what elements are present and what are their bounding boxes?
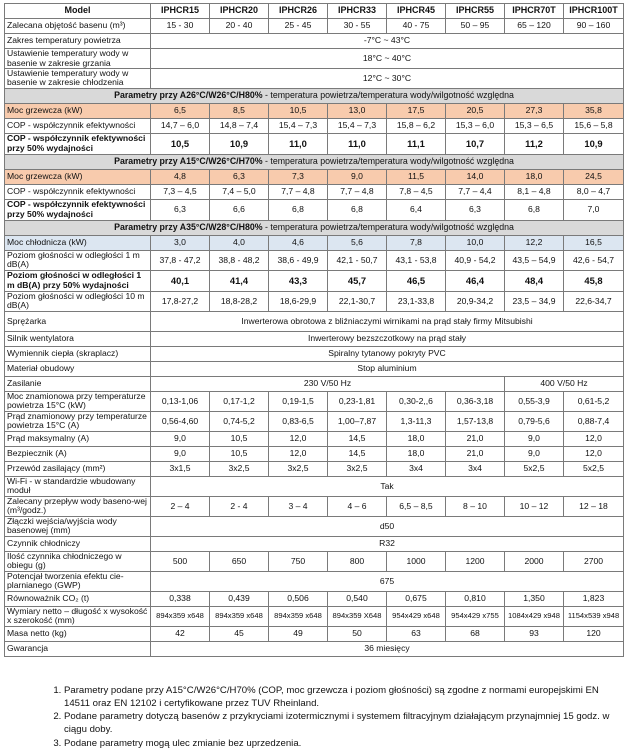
value-cell: 9,0 [328,169,387,184]
row-label: Moc chłodnicza (kW) [5,235,151,250]
merged-value-cell: Inwerterowy bezszczotkowy na prąd stały [151,331,624,346]
value-cell: 6,5 [151,103,210,118]
value-cell: 6,3 [151,199,210,220]
header-cell: IPHCR33 [328,4,387,19]
value-cell: 93 [505,626,564,641]
value-cell: 2000 [505,551,564,571]
value-cell: 40,9 - 54,2 [446,250,505,270]
row-label: Prąd znamionowy przy temperaturze powietrza 15°C (A) [5,411,151,431]
value-cell: 750 [269,551,328,571]
value-cell: 25 - 45 [269,19,328,34]
value-cell: 12,0 [564,431,624,446]
spec-row [5,169,624,184]
section-title: Parametry przy A35°C/W28°C/H80% [114,222,263,233]
header-cell: IPHCR55 [446,4,505,19]
spec-row [5,291,624,311]
value-cell: 1,823 [564,591,624,606]
value-cell: 11,5 [387,169,446,184]
value-cell: 18,0 [387,431,446,446]
value-cell: 0,36-3,18 [446,391,505,411]
value-cell: 6,3 [210,169,269,184]
value-cell: 5,6 [328,235,387,250]
value-cell: 0,540 [328,591,387,606]
value-cell: 15,4 – 7,3 [269,118,328,133]
value-cell: 120 [564,626,624,641]
value-cell: 17,8-27,2 [151,291,210,311]
spec-table-body [5,19,624,657]
value-cell: 16,5 [564,235,624,250]
header-cell: IPHCR26 [269,4,328,19]
value-cell: 0,83-6,5 [269,411,328,431]
value-cell: 8,1 – 4,8 [505,184,564,199]
header-cell: IPHCR70T [505,4,564,19]
value-cell: 42,1 - 50,7 [328,250,387,270]
merged-value-cell: R32 [151,536,624,551]
merged-value-cell: Tak [151,476,624,496]
row-label: Przewód zasilający (mm²) [5,461,151,476]
value-cell: 9,0 [505,446,564,461]
spec-row [5,476,624,496]
value-cell: 1,350 [505,591,564,606]
value-cell: 3,0 [151,235,210,250]
value-cell: 38,6 - 49,9 [269,250,328,270]
spec-row [5,446,624,461]
value-cell: 0,19-1,5 [269,391,328,411]
footnote-item: 1. Parametry podane przy A15°C/W26°C/H70% (COP, moc grzewcza i poziom głośności) są zgodne z normami europejskimi EN 14511 oraz EN 12102 i certyfikowane przez TUV Rheinland. [64,685,623,710]
value-cell: 954x429 x648 [387,606,446,626]
value-cell: 3x4 [446,461,505,476]
value-cell: 42 [151,626,210,641]
row-label: Ustawienie temperatury wody w basenie w zakresie grzania [5,49,151,69]
value-cell: 0,23-1,81 [328,391,387,411]
section-description: - temperatura powietrza/temperatura wody/wilgotność względna [262,156,514,167]
footnote-item: 2. Podane parametry dotyczą basenów z przykryciami izotermicznymi i systemem filtracyjnym działającym przynajmniej 15 godz. w ciągu doby. [64,711,623,736]
value-cell: 1000 [387,551,446,571]
value-cell: 22,1-30,7 [328,291,387,311]
value-cell: 50 – 95 [446,19,505,34]
row-label: Moc grzewcza (kW) [5,169,151,184]
row-label: Poziom głośności w odległości 10 m dB(A) [5,291,151,311]
value-cell: 7,8 [387,235,446,250]
value-cell: 43,5 – 54,9 [505,250,564,270]
spec-row [5,606,624,626]
merged-value-cell: 12°C ~ 30°C [151,69,624,89]
value-cell: 0,55-3,9 [505,391,564,411]
value-cell: 14,8 – 7,4 [210,118,269,133]
value-cell: 5x2,5 [505,461,564,476]
header-row [5,4,624,19]
value-cell: 3x1,5 [151,461,210,476]
value-cell: 14,0 [446,169,505,184]
merged-value-cell: -7°C ~ 43°C [151,34,624,49]
row-label: Silnik wentylatora [5,331,151,346]
spec-row [5,184,624,199]
value-cell: 15,3 – 6,5 [505,118,564,133]
header-cell: IPHCR15 [151,4,210,19]
value-cell: 15,8 – 6,2 [387,118,446,133]
row-label: Wi-Fi - w standardzie wbudowany moduł [5,476,151,496]
section-header [5,154,624,169]
value-cell: 3x4 [387,461,446,476]
value-cell: 13,0 [328,103,387,118]
row-label: COP - współczynnik efektywności przy 50% wydajności [5,199,151,220]
value-cell: 7,4 – 5,0 [210,184,269,199]
value-cell: 7,7 – 4,8 [269,184,328,199]
spec-row [5,626,624,641]
value-cell: 5x2,5 [564,461,624,476]
value-cell: 1,3-11,3 [387,411,446,431]
value-cell: 15,6 – 5,8 [564,118,624,133]
spec-document [4,3,623,749]
spec-row [5,270,624,291]
value-cell: 8,0 – 4,7 [564,184,624,199]
row-label: COP - współczynnik efektywności [5,118,151,133]
spec-table [4,3,624,657]
value-cell: 38,8 - 48,2 [210,250,269,270]
power-supply-230v: 230 V/50 Hz [151,376,505,391]
row-label: Ustawienie temperatury wody w basenie w zakresie chłodzenia [5,69,151,89]
value-cell: 21,0 [446,431,505,446]
value-cell: 8,5 [210,103,269,118]
merged-value-cell: Stop aluminium [151,361,624,376]
value-cell: 3x2,5 [210,461,269,476]
spec-row [5,331,624,346]
value-cell: 6,5 – 8,5 [387,496,446,516]
row-label: Masa netto (kg) [5,626,151,641]
spec-row [5,376,624,391]
value-cell: 14,7 – 6,0 [151,118,210,133]
value-cell: 22,6-34,7 [564,291,624,311]
spec-row [5,250,624,270]
spec-row [5,411,624,431]
section-header-row [5,154,624,169]
value-cell: 0,88-7,4 [564,411,624,431]
value-cell: 0,810 [446,591,505,606]
spec-row [5,571,624,591]
value-cell: 45,8 [564,270,624,291]
value-cell: 0,79-5,6 [505,411,564,431]
row-label: COP - współczynnik efektywności [5,184,151,199]
value-cell: 0,338 [151,591,210,606]
spec-row [5,536,624,551]
row-label: Równoważnik CO₂ (t) [5,591,151,606]
value-cell: 12,2 [505,235,564,250]
value-cell: 45,7 [328,270,387,291]
value-cell: 23,5 – 34,9 [505,291,564,311]
value-cell: 6,3 [446,199,505,220]
section-header [5,88,624,103]
value-cell: 10,9 [564,133,624,154]
value-cell: 1,57-13,8 [446,411,505,431]
spec-row [5,34,624,49]
value-cell: 0,675 [387,591,446,606]
value-cell: 0,56-4,60 [151,411,210,431]
value-cell: 7,3 – 4,5 [151,184,210,199]
value-cell: 7,3 [269,169,328,184]
header-cell: IPHCR20 [210,4,269,19]
value-cell: 2700 [564,551,624,571]
row-label: Złączki wejścia/wyjścia wody basenowej (mm) [5,516,151,536]
value-cell: 14,5 [328,431,387,446]
spec-row [5,496,624,516]
row-label: Prąd maksymalny (A) [5,431,151,446]
value-cell: 12,0 [269,431,328,446]
spec-row [5,591,624,606]
value-cell: 6,8 [269,199,328,220]
section-header-row [5,88,624,103]
row-label: Czynnik chłodniczy [5,536,151,551]
footnotes [4,685,623,751]
value-cell: 4,6 [269,235,328,250]
row-label: Zalecana objętość basenu (m³) [5,19,151,34]
merged-value-cell: 36 miesięcy [151,641,624,656]
value-cell: 35,8 [564,103,624,118]
value-cell: 40,1 [151,270,210,291]
section-header-row [5,220,624,235]
value-cell: 15,4 – 7,3 [328,118,387,133]
section-header [5,220,624,235]
value-cell: 11,0 [269,133,328,154]
spec-row [5,346,624,361]
value-cell: 43,1 - 53,8 [387,250,446,270]
spec-row [5,311,624,331]
value-cell: 48,4 [505,270,564,291]
value-cell: 49 [269,626,328,641]
value-cell: 894x359 x648 [151,606,210,626]
spec-row [5,361,624,376]
value-cell: 9,0 [151,446,210,461]
value-cell: 10,5 [269,103,328,118]
value-cell: 7,0 [564,199,624,220]
value-cell: 46,4 [446,270,505,291]
spec-row [5,551,624,571]
value-cell: 41,4 [210,270,269,291]
value-cell: 6,8 [505,199,564,220]
value-cell: 10,5 [210,431,269,446]
value-cell: 65 – 120 [505,19,564,34]
value-cell: 43,3 [269,270,328,291]
value-cell: 10,0 [446,235,505,250]
value-cell: 6,6 [210,199,269,220]
value-cell: 894x359 x648 [269,606,328,626]
value-cell: 3x2,5 [328,461,387,476]
value-cell: 18,0 [505,169,564,184]
value-cell: 0,30-2,,6 [387,391,446,411]
spec-row [5,133,624,154]
row-label: Ilość czynnika chłodniczego w obiegu (g) [5,551,151,571]
spec-row [5,69,624,89]
value-cell: 42,6 - 54,7 [564,250,624,270]
value-cell: 27,3 [505,103,564,118]
value-cell: 0,61-5,2 [564,391,624,411]
row-label: Materiał obudowy [5,361,151,376]
value-cell: 20 - 40 [210,19,269,34]
spec-row [5,199,624,220]
row-label: Moc grzewcza (kW) [5,103,151,118]
value-cell: 7,8 – 4,5 [387,184,446,199]
value-cell: 23,1-33,8 [387,291,446,311]
value-cell: 0,439 [210,591,269,606]
value-cell: 10,7 [446,133,505,154]
section-description: - temperatura powietrza/temperatura wody/wilgotność względna [262,90,514,101]
value-cell: 3 – 4 [269,496,328,516]
value-cell: 3x2,5 [269,461,328,476]
row-label: Gwarancja [5,641,151,656]
spec-row [5,49,624,69]
value-cell: 7,7 – 4,4 [446,184,505,199]
value-cell: 4,0 [210,235,269,250]
value-cell: 7,7 – 4,8 [328,184,387,199]
section-description: - temperatura powietrza/temperatura wody/wilgotność względna [262,222,514,233]
spec-row [5,19,624,34]
row-label: Zakres temperatury powietrza [5,34,151,49]
value-cell: 14,5 [328,446,387,461]
spec-row [5,391,624,411]
value-cell: 0,74-5,2 [210,411,269,431]
value-cell: 17,5 [387,103,446,118]
value-cell: 10 – 12 [505,496,564,516]
power-supply-400v: 400 V/50 Hz [505,376,624,391]
value-cell: 20,9-34,2 [446,291,505,311]
value-cell: 46,5 [387,270,446,291]
value-cell: 8 – 10 [446,496,505,516]
merged-value-cell: 18°C ~ 40°C [151,49,624,69]
spec-row [5,516,624,536]
value-cell: 10,5 [151,133,210,154]
row-label: Bezpiecznik (A) [5,446,151,461]
section-title: Parametry przy A15°C/W26°C/H70% [114,156,263,167]
value-cell: 2 – 4 [151,496,210,516]
section-title: Parametry przy A26°C/W26°C/H80% [114,90,263,101]
merged-value-cell: Inwerterowa obrotowa z bliźniaczymi wirnikami na prąd stały firmy Mitsubishi [151,311,624,331]
spec-row [5,118,624,133]
value-cell: 9,0 [505,431,564,446]
row-label: Poziom głośności w odległości 1 m dB(A) [5,250,151,270]
value-cell: 24,5 [564,169,624,184]
value-cell: 10,9 [210,133,269,154]
value-cell: 10,5 [210,446,269,461]
value-cell: 650 [210,551,269,571]
header-cell: Model [5,4,151,19]
value-cell: 1154x539 x948 [564,606,624,626]
footnote-item: 3. Podane parametry mogą ulec zmianie bez uprzedzenia. [64,738,623,751]
row-label: Poziom głośności w odległości 1 m dB(A) przy 50% wydajności [5,270,151,291]
spec-row [5,641,624,656]
value-cell: 18,0 [387,446,446,461]
spec-row [5,461,624,476]
value-cell: 18,6-29,9 [269,291,328,311]
header-cell: IPHCR45 [387,4,446,19]
value-cell: 1,00–7,87 [328,411,387,431]
value-cell: 18,8-28,2 [210,291,269,311]
value-cell: 500 [151,551,210,571]
row-label: Zalecany przepływ wody baseno-wej (m³/godz.) [5,496,151,516]
footnote-list [4,685,623,750]
value-cell: 63 [387,626,446,641]
spec-row [5,431,624,446]
value-cell: 11,0 [328,133,387,154]
value-cell: 6,4 [387,199,446,220]
value-cell: 11,2 [505,133,564,154]
value-cell: 21,0 [446,446,505,461]
value-cell: 37,8 - 47,2 [151,250,210,270]
value-cell: 20,5 [446,103,505,118]
value-cell: 0,17-1,2 [210,391,269,411]
value-cell: 894x359 X648 [328,606,387,626]
value-cell: 30 - 55 [328,19,387,34]
row-label: Potencjał tworzenia efektu cie-plarnianego (GWP) [5,571,151,591]
row-label: Moc znamionowa przy temperaturze powietrza 15°C (kW) [5,391,151,411]
row-label: Wymiennik ciepła (skraplacz) [5,346,151,361]
value-cell: 40 - 75 [387,19,446,34]
value-cell: 0,13-1,06 [151,391,210,411]
value-cell: 2 - 4 [210,496,269,516]
value-cell: 1084x429 x948 [505,606,564,626]
spec-row [5,235,624,250]
value-cell: 4,8 [151,169,210,184]
value-cell: 894x359 x648 [210,606,269,626]
value-cell: 12,0 [564,446,624,461]
merged-value-cell: 675 [151,571,624,591]
value-cell: 50 [328,626,387,641]
value-cell: 15 - 30 [151,19,210,34]
header-cell: IPHCR100T [564,4,624,19]
row-label: Zasilanie [5,376,151,391]
row-label: COP - współczynnik efektywności przy 50% wydajności [5,133,151,154]
value-cell: 15,3 – 6,0 [446,118,505,133]
value-cell: 954x429 x755 [446,606,505,626]
value-cell: 9,0 [151,431,210,446]
value-cell: 45 [210,626,269,641]
value-cell: 1200 [446,551,505,571]
row-label: Sprężarka [5,311,151,331]
value-cell: 12 – 18 [564,496,624,516]
value-cell: 6,8 [328,199,387,220]
value-cell: 4 – 6 [328,496,387,516]
value-cell: 11,1 [387,133,446,154]
value-cell: 68 [446,626,505,641]
merged-value-cell: d50 [151,516,624,536]
value-cell: 800 [328,551,387,571]
merged-value-cell: Spiralny tytanowy pokryty PVC [151,346,624,361]
value-cell: 0,506 [269,591,328,606]
value-cell: 90 – 160 [564,19,624,34]
spec-row [5,103,624,118]
row-label: Wymiary netto – długość x wysokość x szerokość (mm) [5,606,151,626]
value-cell: 12,0 [269,446,328,461]
